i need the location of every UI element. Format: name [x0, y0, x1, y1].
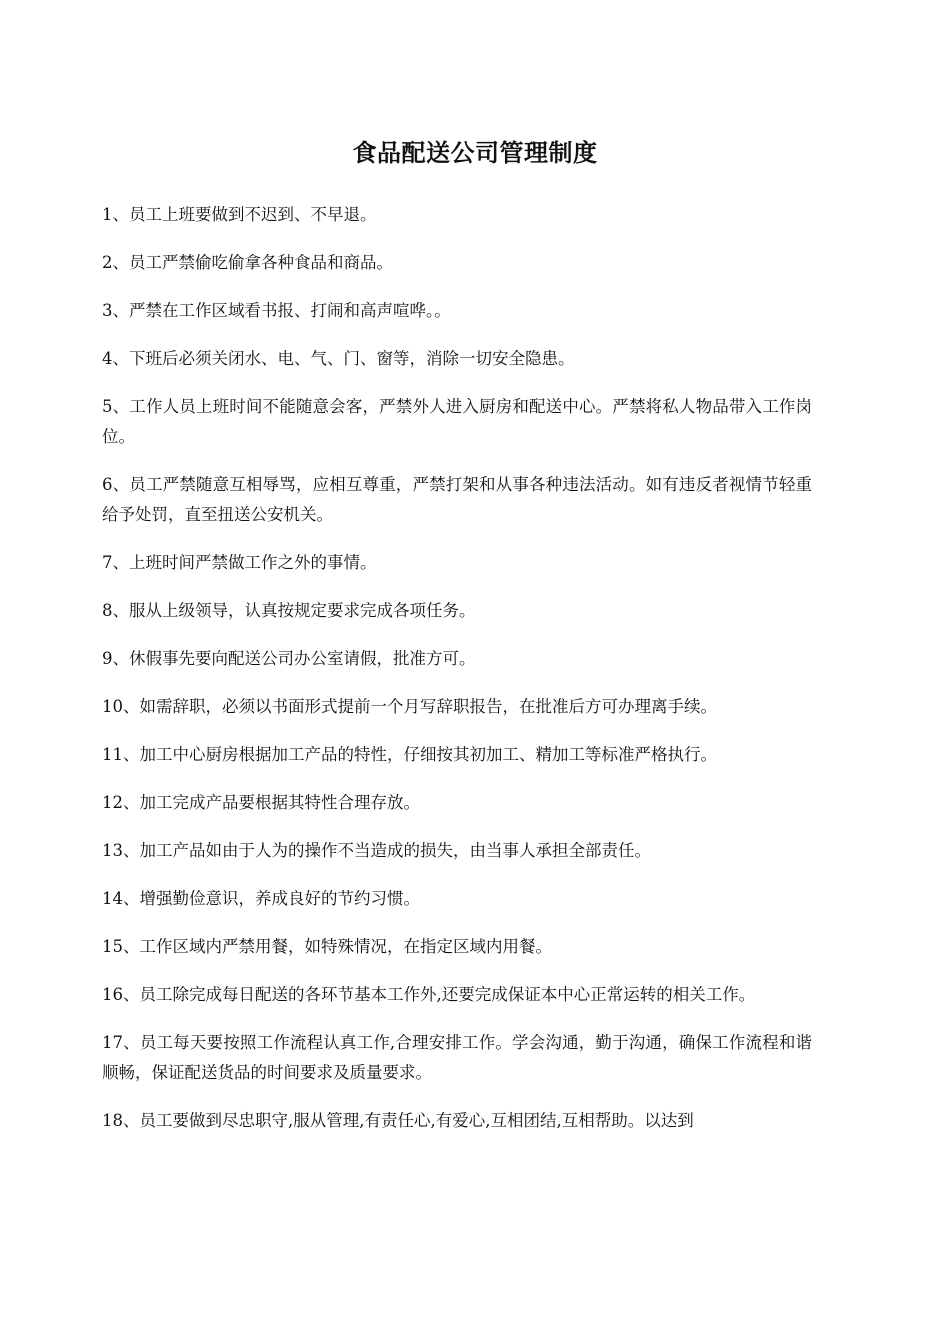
rules-list: [102, 200, 812, 1154]
rule-item-3: 3、严禁在工作区域看书报、打闹和高声喧哗。。: [102, 301, 451, 320]
rule-item-14: 14、增强勤俭意识，养成良好的节约习惯。: [102, 889, 420, 908]
rule-item-4: 4、下班后必须关闭水、电、气、门、窗等，消除一切安全隐患。: [102, 349, 575, 368]
rule-item-6: 6、员工严禁随意互相辱骂，应相互尊重，严禁打架和从事各种违法活动。如有违反者视情节轻重给予处罚，直至扭送公安机关。: [102, 475, 812, 524]
rule-item-15: 15、工作区域内严禁用餐，如特殊情况，在指定区域内用餐。: [102, 937, 552, 956]
rule-item-18: 18、员工要做到尽忠职守,服从管理,有责任心,有爱心,互相团结,互相帮助。以达到: [102, 1111, 694, 1130]
rule-item-2: 2、员工严禁偷吃偷拿各种食品和商品。: [102, 253, 393, 272]
document-title: 食品配送公司管理制度: [352, 139, 598, 167]
rule-item-5: 5、工作人员上班时间不能随意会客，严禁外人进入厨房和配送中心。严禁将私人物品带入工作岗位。: [102, 397, 812, 446]
rule-item-8: 8、服从上级领导，认真按规定要求完成各项任务。: [102, 601, 476, 620]
rule-item-10: 10、如需辞职，必须以书面形式提前一个月写辞职报告，在批准后方可办理离手续。: [102, 697, 717, 716]
rule-item-16: 16、员工除完成每日配送的各环节基本工作外,还要完成保证本中心正常运转的相关工作。: [102, 985, 756, 1004]
rule-item-9: 9、休假事先要向配送公司办公室请假，批准方可。: [102, 649, 476, 668]
rule-item-12: 12、加工完成产品要根据其特性合理存放。: [102, 793, 420, 812]
rule-item-11: 11、加工中心厨房根据加工产品的特性，仔细按其初加工、精加工等标准严格执行。: [102, 745, 717, 764]
rule-item-17: 17、员工每天要按照工作流程认真工作,合理安排工作。学会沟通，勤于沟通，确保工作流程和谐顺畅，保证配送货品的时间要求及质量要求。: [102, 1033, 812, 1082]
rule-item-1: 1、员工上班要做到不迟到、不早退。: [102, 205, 377, 224]
rule-item-13: 13、加工产品如由于人为的操作不当造成的损失，由当事人承担全部责任。: [102, 841, 651, 860]
rule-item-7: 7、上班时间严禁做工作之外的事情。: [102, 553, 377, 572]
